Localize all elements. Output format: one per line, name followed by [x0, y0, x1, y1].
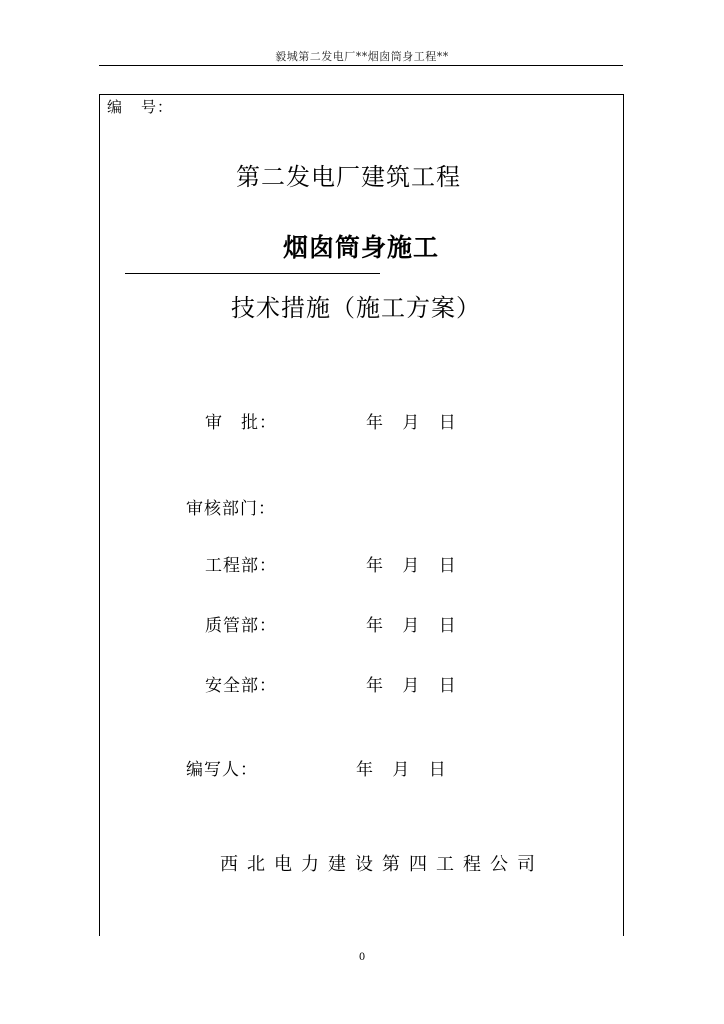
page-number: 0: [358, 952, 366, 963]
cover-frame: [99, 94, 624, 936]
company-name: 西北电力建设第四工程公司: [220, 854, 544, 875]
project-name-underline: [125, 273, 380, 274]
safety-dept-label: 安全部：: [205, 676, 277, 696]
author-label: 编写人：: [186, 760, 258, 780]
document-number-label: [107, 96, 173, 117]
approve-label: 审 批：: [205, 413, 277, 433]
review-department-label: 审核部门：: [186, 499, 276, 519]
approve-date: 年 月 日: [366, 413, 456, 433]
safety-dept-date: 年 月 日: [366, 676, 456, 696]
quality-dept-date: 年 月 日: [366, 616, 456, 636]
running-header: 毅城第二发电厂**烟囱筒身工程**: [275, 50, 449, 63]
header-divider: [99, 65, 623, 66]
document-number-label-part2: 号：: [141, 98, 174, 116]
quality-dept-label: 质管部：: [205, 616, 277, 636]
cover-subtitle: 技术措施（施工方案）: [231, 294, 481, 322]
engineering-dept-date: 年 月 日: [366, 556, 456, 576]
cover-title: 第二发电厂建筑工程: [236, 163, 461, 191]
project-name: 烟囱筒身施工: [283, 233, 440, 262]
author-date: 年 月 日: [356, 760, 446, 780]
engineering-dept-label: 工程部：: [205, 556, 277, 576]
document-number-label-part1: 编: [107, 98, 124, 116]
